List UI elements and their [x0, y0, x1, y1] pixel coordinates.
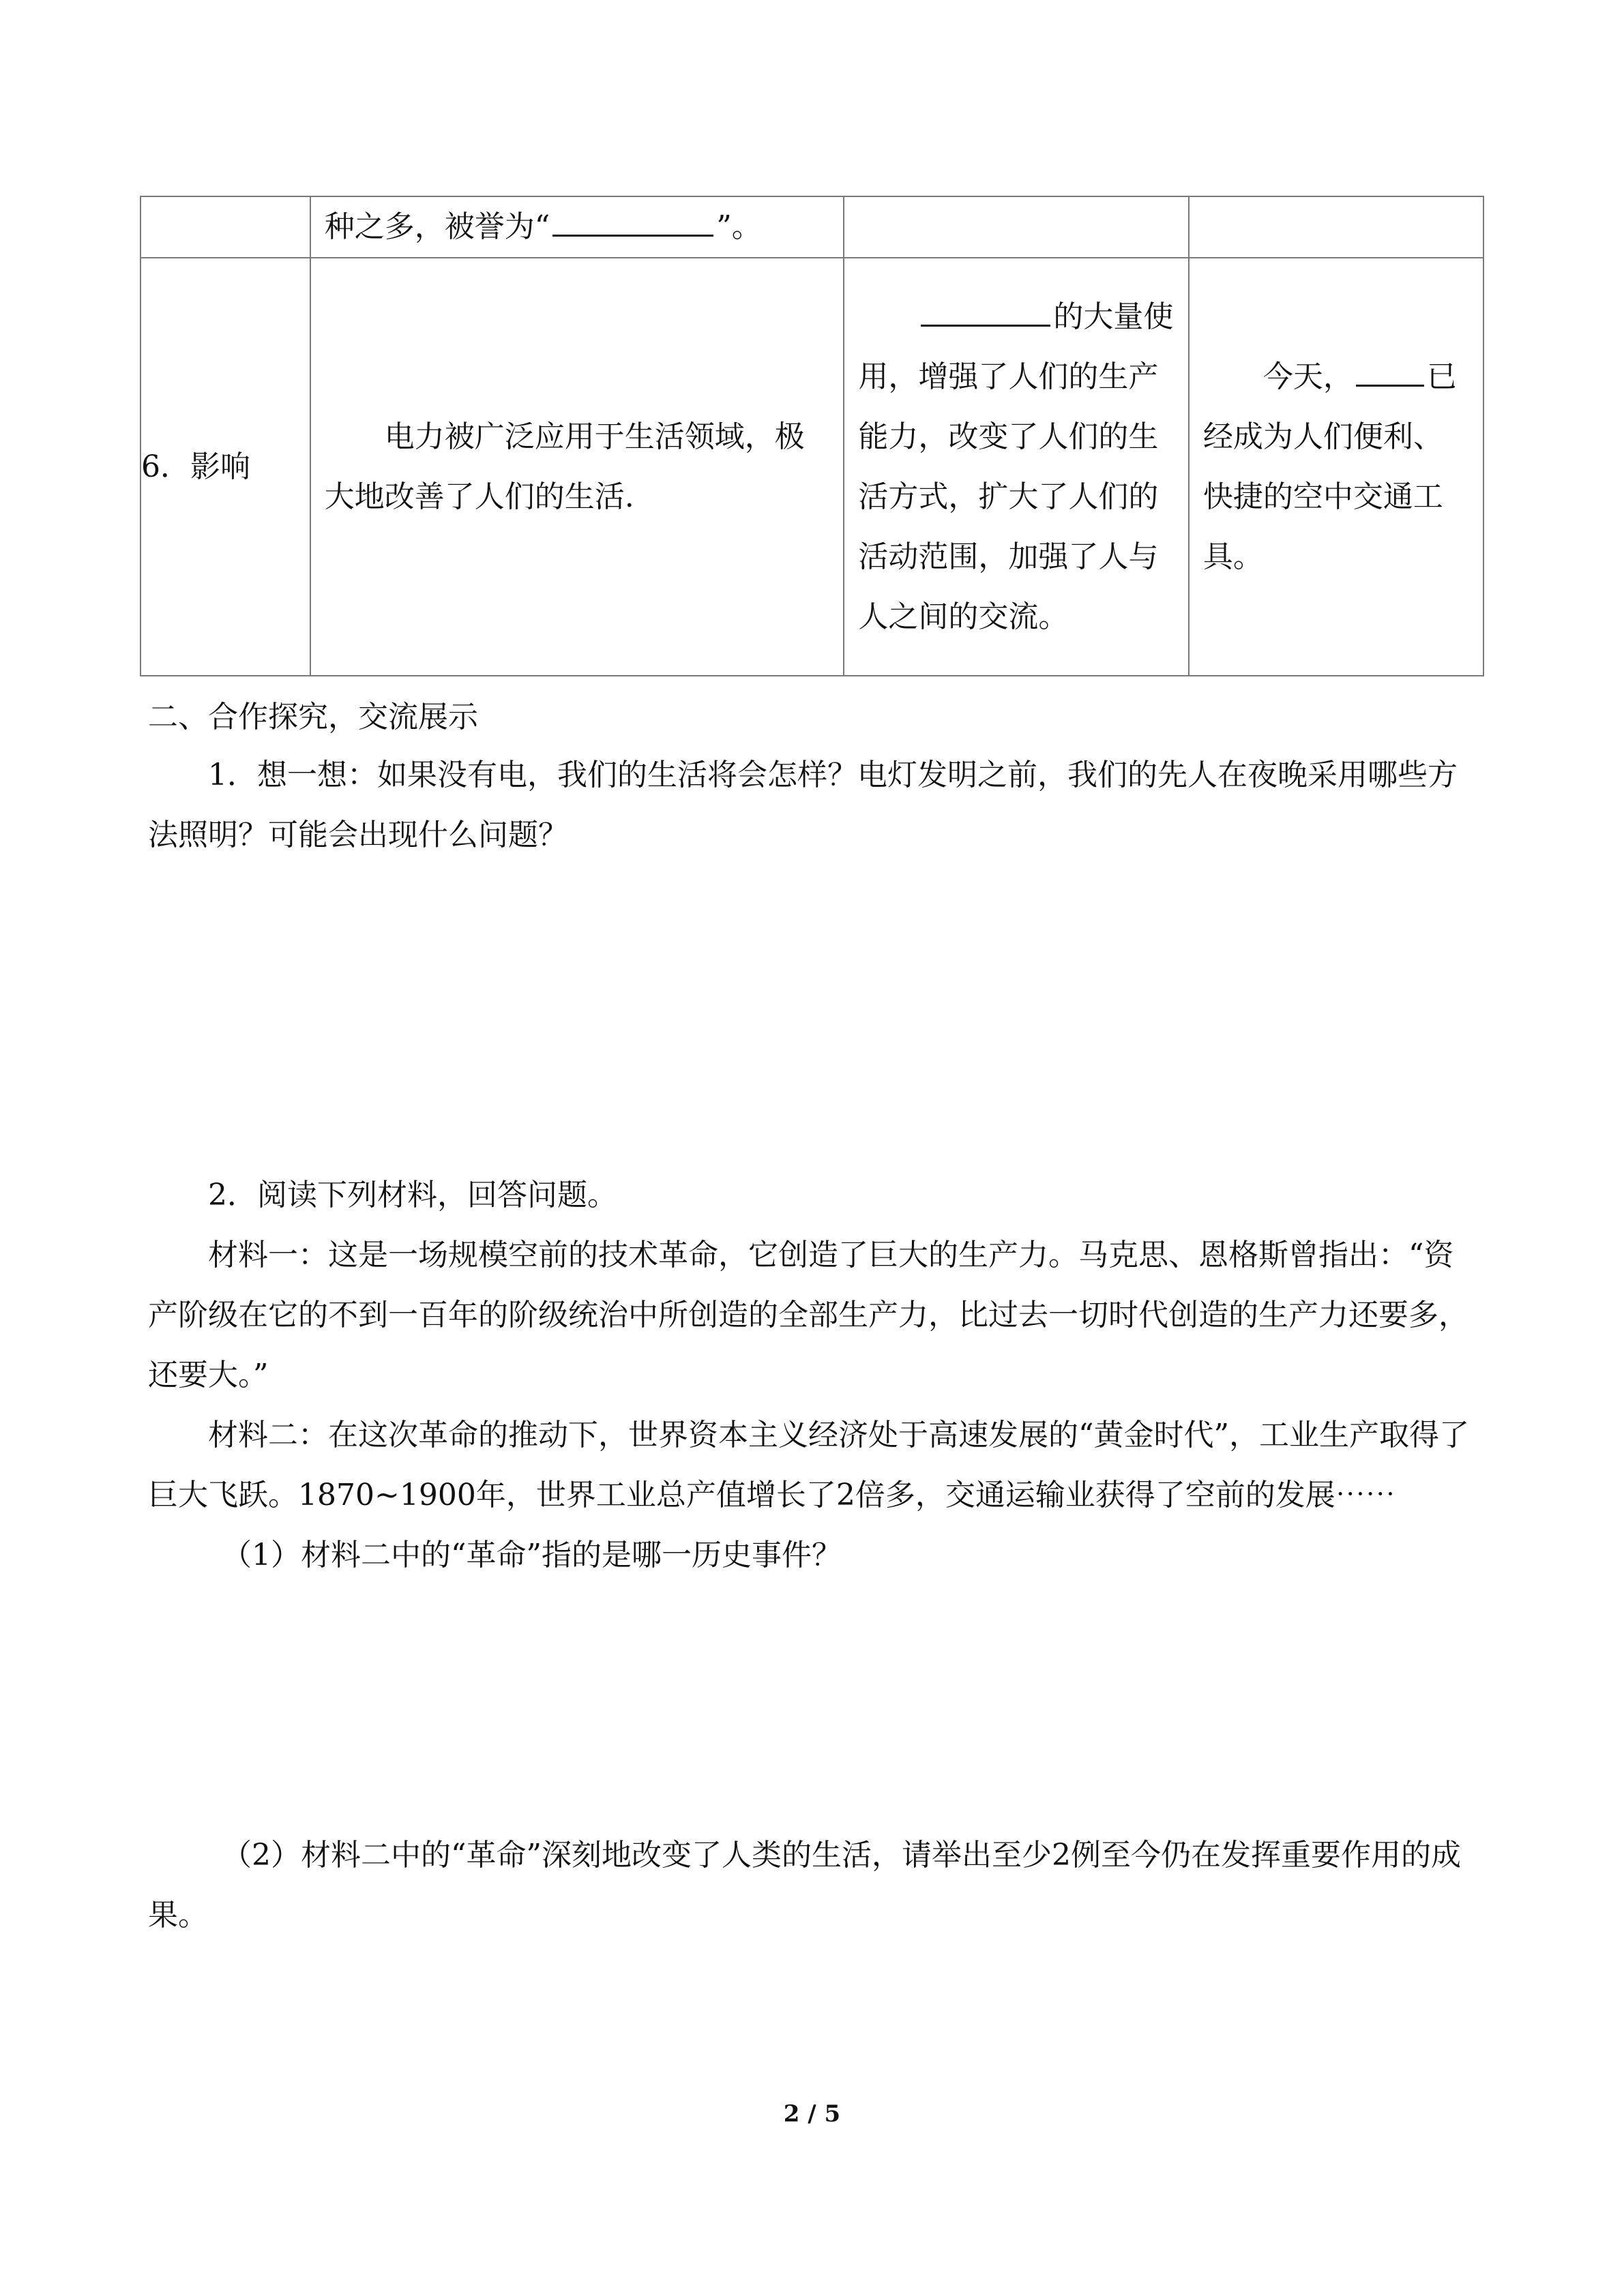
cell-text: 今天，: [1263, 359, 1353, 394]
table-cell: [844, 196, 1189, 258]
question-2-block: [148, 1165, 1475, 1585]
row-label: [141, 258, 310, 676]
material-1: 材料一：这是一场规模空前的技术革命，它创造了巨大的生产力。马克思、恩格斯曾指出：“资产阶级在它的不到一百年的阶级统治中所创造的全部生产力，比过去一切时代创造的生产力还要多，还要大。”: [148, 1238, 1468, 1392]
cell-text: 的大量使用，增强了人们的生产能力，改变了人们的生活方式，扩大了人们的活动范围，加强了人与人之间的交流。: [858, 299, 1174, 634]
material-2: 材料二：在这次革命的推动下，世界资本主义经济处于高速发展的“黄金时代”，工业生产取得了巨大飞跃。1870~1900年，世界工业总产值增长了2倍多，交通运输业获得了空前的发展⋯⋯: [148, 1418, 1469, 1512]
cell-text: 种之多，被誉为“: [324, 209, 550, 244]
table-row: [141, 196, 1483, 258]
cell-text: 已经成为人们便利、快捷的空中交通工具。: [1202, 359, 1457, 574]
cell-text: 电力被广泛应用于生活领域，极大地改善了人们的生活.: [324, 419, 805, 514]
answer-blank[interactable]: [1356, 349, 1424, 387]
table-cell: [1189, 196, 1483, 258]
table-row: [141, 258, 1483, 676]
table-cell: [310, 258, 844, 676]
sub-question-1: （1）材料二中的“革命”指的是哪一历史事件？: [222, 1538, 842, 1572]
question-2: 2．阅读下列材料，回答问题。: [208, 1178, 617, 1212]
question-1: 1．想一想：如果没有电，我们的生活将会怎样？电灯发明之前，我们的先人在夜晚采用哪些方法照明？可能会出现什么问题？: [148, 758, 1458, 852]
table-cell: [141, 196, 310, 258]
sub-question-2: （2）材料二中的“革命”深刻地改变了人类的生活，请举出至少2例至今仍在发挥重要作用的成果。: [148, 1838, 1461, 1933]
question-1-block: [148, 745, 1475, 865]
section-heading: 二、合作探究，交流展示: [148, 700, 478, 734]
table-cell: [310, 196, 844, 258]
page-number: 2 / 5: [783, 2100, 841, 2128]
sub-question-2-block: [148, 1825, 1475, 1945]
section-heading-block: [148, 687, 1475, 747]
table-cell: [1189, 258, 1483, 676]
cell-text: ”。: [716, 209, 762, 244]
answer-blank[interactable]: [921, 289, 1050, 327]
answer-blank[interactable]: [552, 199, 713, 237]
table-cell: [844, 258, 1189, 676]
row-label-text: 6．影响: [141, 449, 250, 484]
summary-table: [140, 196, 1484, 676]
